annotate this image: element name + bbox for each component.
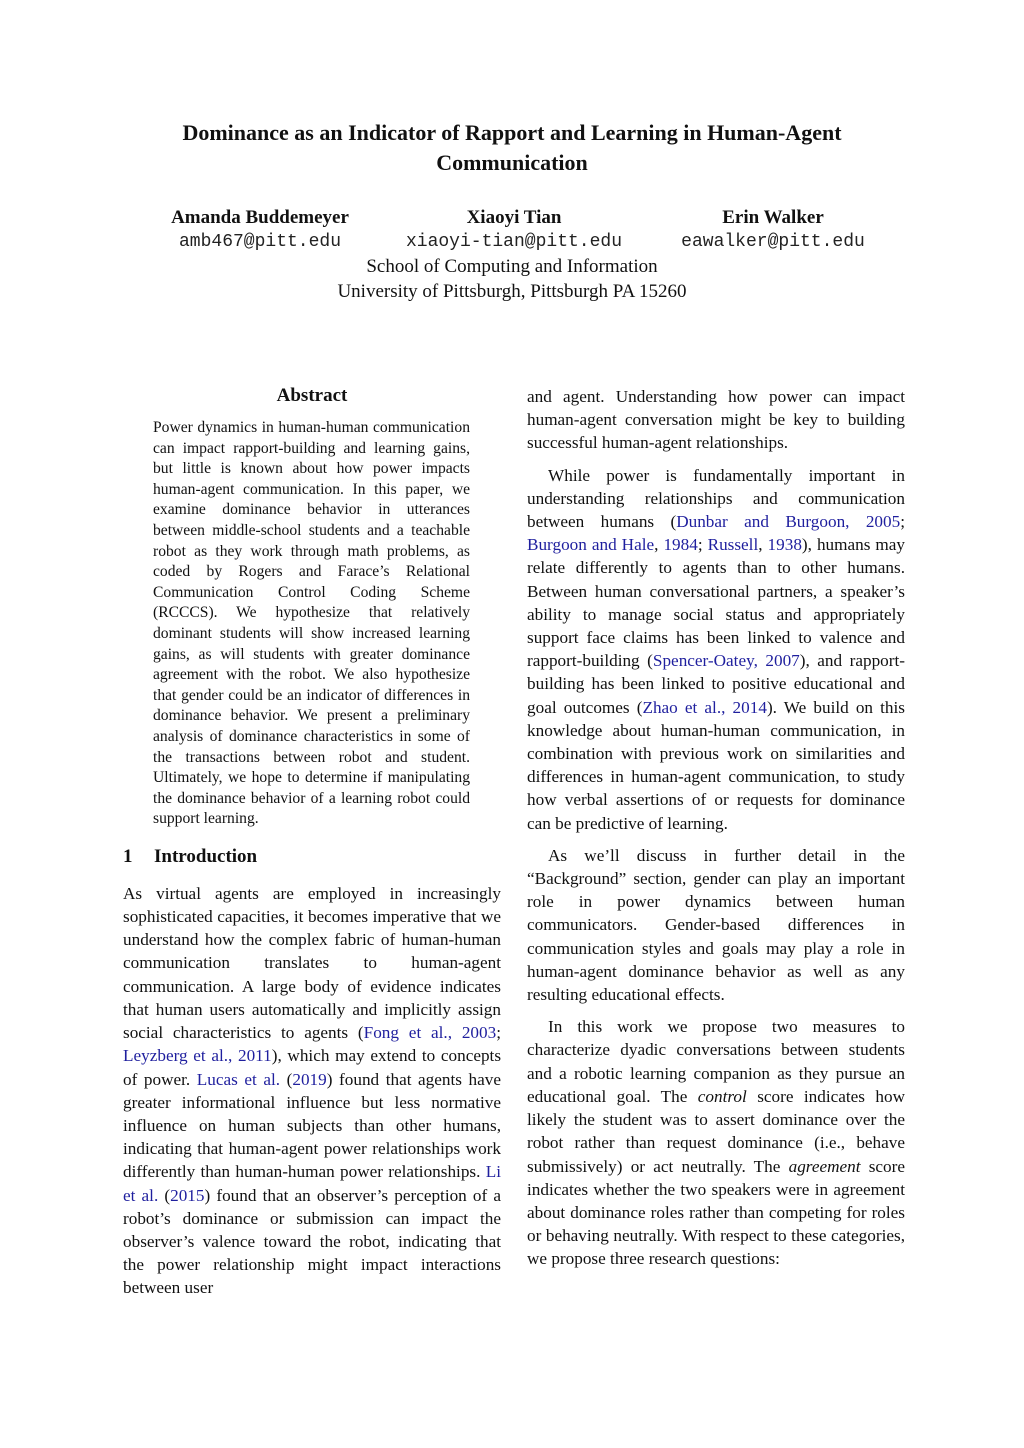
citation-link[interactable]: Fong et al., 2003: [363, 1023, 497, 1043]
citation-link[interactable]: Russell: [707, 535, 759, 555]
text-run: ) found that agents have greater informational influence but less normative influence on human subjects than other humans, indicating that human-agent power relationships work differently than human-human power relationships.: [123, 1069, 501, 1182]
author-email: xiaoyi-tian@pitt.edu: [405, 232, 623, 252]
text-run: In this work we propose two measures to characterize dyadic conversations between students and a robotic learning companion as they pursue an educational goal. The: [527, 1017, 905, 1106]
section-heading-introduction: [123, 844, 501, 870]
right-column: [527, 385, 905, 1271]
text-run: ), which may extend to concepts of power.: [123, 1046, 502, 1089]
abstract-text: Power dynamics in human-human communication can impact rapport-building and learning gains, but little is known about how power impacts human-agent communication. In this paper, we examine dominance behavior in utterances between middle-school students and a teachable robot as they work through math problems, as coded by Rogers and Farace’s Relational Communication Control Coding Scheme (RCCCS). We hypothesize that relatively dominant students will show increased learning gains, as will students with greater dominance agreement with the robot. We also hypothesize that gender could be an indicator of differences in dominance behavior. We present a preliminary analysis of dominance characteristics in some of the transactions between robot and student. Ultimately, we hope to determine if manipulating the dominance behavior of a learning robot could support learning.: [153, 419, 470, 828]
intro-paragraph-2: [527, 464, 905, 835]
author-name: Xiaoyi Tian: [466, 207, 562, 228]
author-name: Amanda Buddemeyer: [171, 207, 349, 228]
abstract-heading: Abstract: [276, 385, 348, 406]
text-run: ;: [697, 535, 708, 555]
term-agreement: agreement: [788, 1156, 861, 1176]
affiliation-university: University of Pittsburgh, Pittsburgh PA 15260: [337, 281, 687, 302]
citation-link[interactable]: Burgoon and Hale: [527, 535, 655, 555]
affiliation: [212, 254, 812, 304]
left-column: [123, 383, 501, 1300]
text-run: ,: [654, 535, 664, 555]
intro-paragraph-1: [123, 882, 501, 1300]
text-run: score indicates how likely the student was to assert dominance over the robot rather than request dominance (i.e., behave submissively) or act neutrally. The: [527, 1086, 906, 1176]
citation-link[interactable]: Zhao et al., 2014: [642, 697, 767, 717]
intro-paragraph-4: [527, 1015, 905, 1270]
text-run: ), and rapport-building has been linked to positive educational and goal outcomes (: [527, 651, 905, 717]
term-control: control: [697, 1086, 747, 1106]
text-run: score indicates whether the two speakers were in agreement about dominance roles rather than competing for roles or behaving neutrally. With respect to these categories, we propose three research questions:: [527, 1156, 905, 1269]
citation-link[interactable]: 2019: [292, 1069, 327, 1089]
text-run: As virtual agents are employed in increasingly sophisticated capacities, it becomes imperative that we understand how the complex fabric of human-human communication translates to human-agent communication. A large body of evidence indicates that human users automatically and implicitly assign social characteristics to agents (: [123, 883, 501, 1043]
author-block: [0, 205, 1024, 259]
text-run: ), humans may relate differently to agents than to other humans. Between human conversational partners, a speaker’s ability to manage social status and appropriately support face claims has been linked to valence and rapport-building (: [527, 535, 906, 671]
text-run: ). We build on this knowledge about human-human communication, in combination with previous work on similarities and differences in human-agent communication, to study how verbal assertions of or requests for dominance can be predictive of learning.: [527, 697, 905, 833]
text-run: ;: [496, 1023, 501, 1043]
text-run: While power is fundamentally important in understanding relationships and communication between humans (: [527, 465, 905, 532]
citation-link[interactable]: Lucas et al.: [196, 1069, 281, 1089]
section-number: 1: [123, 845, 133, 867]
intro-paragraph-1-continued: and agent. Understanding how power can impact human-agent conversation might be key to building successful human-agent relationships.: [527, 387, 905, 453]
citation-link[interactable]: Spencer-Oatey, 2007: [652, 651, 800, 671]
text-run: ) found that an observer’s perception of a robot’s dominance or submission can impact the observer’s valence toward the robot, indicating that the power relationship might impact interactions between user: [123, 1185, 501, 1298]
citation-link[interactable]: Leyzberg et al., 2011: [123, 1046, 272, 1066]
citation-link[interactable]: 1938: [767, 535, 802, 555]
text-run: ;: [900, 512, 905, 532]
author-3: [660, 205, 886, 255]
citation-link[interactable]: 2015: [170, 1185, 205, 1205]
citation-link[interactable]: Li et al.: [123, 1162, 501, 1205]
author-1: [160, 205, 360, 255]
paper-title: Dominance as an Indicator of Rapport and Learning in Human-Agent Communication: [182, 120, 842, 175]
author-name: Erin Walker: [722, 207, 824, 228]
intro-paragraph-3: As we’ll discuss in further detail in the “Background” section, gender can play an important role in power dynamics between human communicators. Gender-based differences in communication styles and goals may play a role in human-agent dominance behavior as well as any resulting educational effects.: [527, 845, 905, 1005]
text-run: ,: [758, 535, 768, 555]
citation-link[interactable]: Dunbar and Burgoon, 2005: [676, 512, 901, 532]
affiliation-school: School of Computing and Information: [366, 256, 658, 277]
text-run: (: [158, 1185, 171, 1205]
author-email: eawalker@pitt.edu: [681, 232, 865, 252]
author-2: [388, 205, 640, 255]
author-email: amb467@pitt.edu: [178, 232, 342, 252]
section-title: Introduction: [154, 845, 258, 867]
citation-link[interactable]: 1984: [663, 535, 698, 555]
text-run: (: [280, 1069, 293, 1089]
